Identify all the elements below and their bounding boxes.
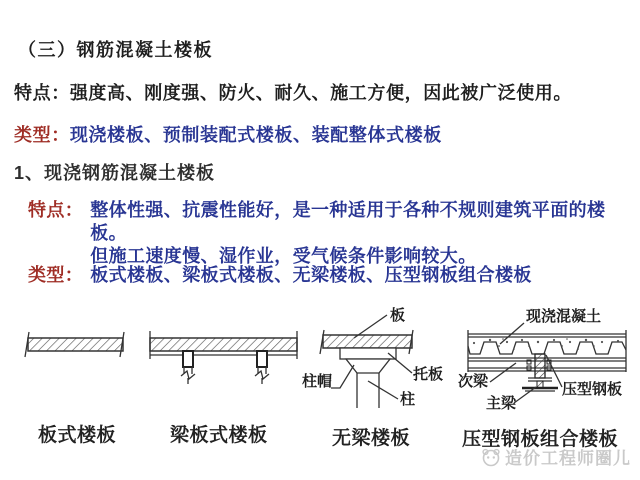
section1-features-block [28, 199, 634, 268]
watermark [481, 444, 631, 469]
intro-types-label: 类型： [14, 125, 70, 145]
composite-label-concrete: 现浇混凝土 [526, 309, 602, 325]
section1-types-block [28, 264, 532, 287]
section1-types-label: 类型： [28, 265, 84, 285]
panda-logo-icon [481, 447, 501, 467]
section1-features-text [90, 199, 634, 268]
intro-features-text: 强度高、刚度强、防火、耐久、施工方便，因此被广泛使用。 [69, 83, 573, 103]
flat-slab-label-slab: 板 [390, 308, 406, 324]
caption-composite-floor: 压型钢板组合楼板 [462, 429, 619, 450]
composite-label-main-beam: 主梁 [486, 396, 517, 412]
composite-deck-diagram [456, 298, 638, 416]
flat-slab-label-column: 柱 [400, 392, 416, 408]
break-symbol [255, 367, 269, 384]
flat-slab-diagram [300, 298, 450, 414]
section1-features-line2: 但施工速度慢、湿作业，受气候条件影响较大。 [90, 246, 477, 266]
caption-beam-slab-floor: 梁板式楼板 [170, 425, 268, 446]
main-beam-section [522, 378, 558, 391]
caption-slab-floor: 板式楼板 [38, 425, 117, 446]
composite-label-steel-deck: 压型钢板 [562, 382, 623, 398]
intro-features-label: 特点： [14, 83, 70, 103]
flat-slab-label-drop-panel: 托板 [413, 367, 444, 383]
section1-heading: 1、现浇钢筋混凝土楼板 [14, 163, 216, 183]
beam-slab-floor-diagram [142, 326, 302, 388]
intro-types-text: 现浇楼板、预制装配式楼板、装配整体式楼板 [69, 125, 442, 145]
intro-features-line [14, 79, 572, 105]
page-title: （三）钢筋混凝土楼板 [18, 40, 213, 60]
section1-features-line1: 整体性强、抗震性能好，是一种适用于各种不规则建筑平面的楼板。 [90, 200, 606, 243]
section1-types-text: 板式楼板、梁板式楼板、无梁楼板、压型钢板组合楼板 [90, 265, 532, 285]
slab-floor-diagram [20, 326, 140, 368]
flat-slab-label-capital: 柱帽 [302, 374, 333, 390]
intro-types-line [14, 121, 442, 147]
section1-features-label: 特点： [28, 200, 84, 220]
composite-label-secondary-beam: 次梁 [458, 374, 489, 390]
concrete-speckles [473, 338, 619, 350]
caption-flat-slab-floor: 无梁楼板 [332, 428, 411, 449]
break-symbol [181, 367, 195, 384]
watermark-text: 造价工程师圈儿 [505, 449, 631, 468]
